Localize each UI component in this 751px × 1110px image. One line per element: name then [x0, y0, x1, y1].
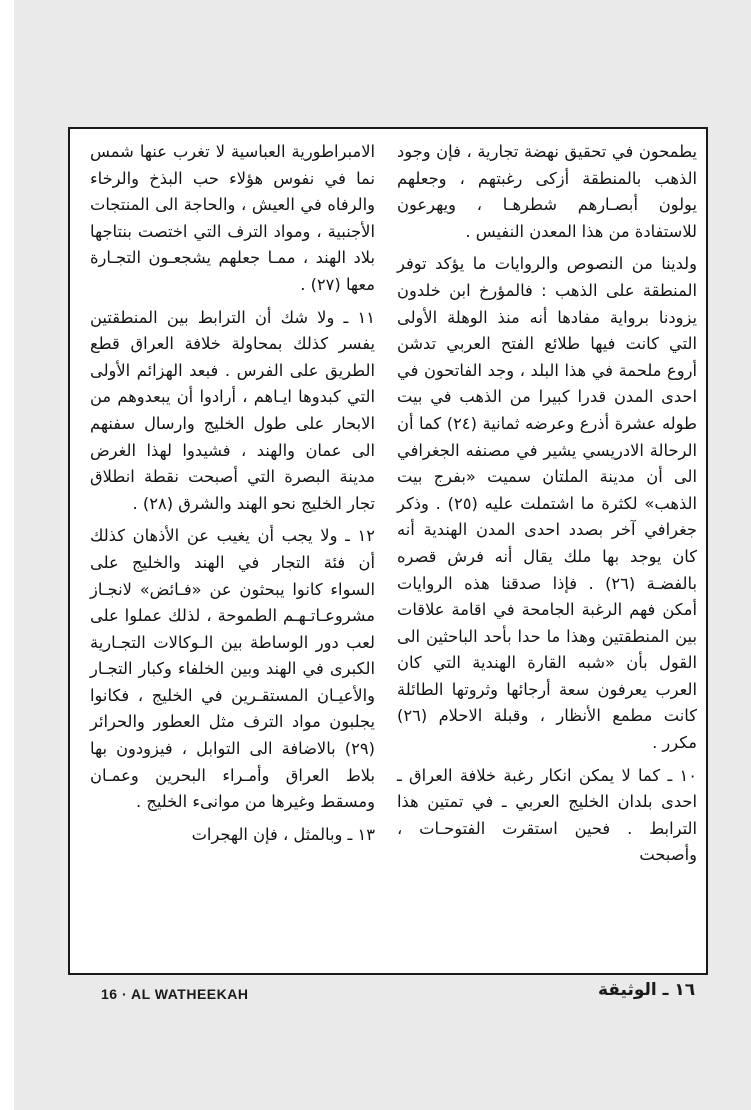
paragraph: الامبراطورية العباسية لا تغرب عنها شمس نما في نفوس هؤلاء حب البذخ والرخاء والرفاه في العيش ، والحاجة الى المنتجات الأجنبية ، ومواد الترف التي اختصت بنتاجها بلاد الهند ، ممـا جعلهم يشجعـون التجـارة معها (٢٧) . [90, 142, 375, 294]
scan-margin [0, 0, 14, 1110]
text-frame [68, 127, 708, 975]
paragraph: يطمحون في تحقيق نهضة تجارية ، فإن وجود الذهب بالمنطقة أزكى رغبتهم ، وجعلهم يولون أبصـارهم شطرهـا ، ويهرعون للاستفادة من هذا المعدن النفيس . [397, 142, 697, 241]
paragraph: ١٢ ـ ولا يجب أن يغيب عن الأذهان كذلك أن فئة التجار في الهند والخليج على السواء كانوا يبحثون عن «فـائض» لانجـاز مشروعـاتـهـم الطموحة ، لذلك عملوا على لعب دور الوساطة بين الـوكالات التجـارية الكبرى في الهند وبين الخلفاء وكبار التجـار والأعيـان المستقـرين في الخليج ، فكانوا يجلبون مواد الترف مثل العطور والحرائر (٢٩) بالاضافة الى التوابل ، فيزودون بها بلاط العراق وأمـراء البحرين وعمـان ومسقط وغيرها من موانىء الخليج . [90, 526, 375, 812]
paragraph: ١٣ ـ وبالمثل ، فإن الهجرات [191, 824, 375, 844]
left-column [90, 139, 375, 854]
footer-page-label-arabic: ١٦ ـ الوثيقة [598, 980, 696, 1000]
paragraph: ١١ ـ ولا شك أن الترابط بين المنطقتين يفسر كذلك بمحاولة خلافة العراق قطع الطريق على الفرس . فبعد الهزائم الأولى التي كبدوها ايـاهم ، أرادوا أن يبعدوهم من الابحار على طول الخليج وارسال سفنهم الى عمان والهند ، فشيدوا لهذا الغرض مدينة البصرة التي أصبحت نقطة انطلاق تجار الخليج نحو الهند والشرق (٢٨) . [90, 307, 375, 513]
footer-page-label: 16 · AL WATHEEKAH [101, 986, 249, 1002]
paragraph: ولدينا من النصوص والروايات ما يؤكد توفر المنطقة على الذهب : فالمؤرخ ابن خلدون يزودنا برواية مفادها أنه منذ الوهلة الأولى التي كانت فيها طلائع الفتح العربي تدشن أروع ملحمة في هذا البلد ، وجد الفاتحون في احدى المدن قدرا كبيرا من الذهب في بيت طوله عشرة أذرع وعرضه ثمانية (٢٤) كما أن الرحالة الادريسي يشير في مصنفه الجغرافي الى أن مدينة الملتان سميت «بفرج بيت الذهب» لكثرة ما اشتملت عليه (٢٥) . وذكر جغرافي آخر بصدد احدى المدن الهندية أنه كان يوجد بها ملك يقال أنه فرش قصره بالفضـة (٢٦) . فإذا صدقنا هذه الروايات أمكن فهم الرغبة الجامحة في اقامة علاقات بين المنطقتين وهذا ما حدا بأحد الباحثين الى القول بأن «شبه القارة الهندية التي كان العرب يعرفون سعة أرجائها وثروتها الطائلة كانت مطمع الأنظار ، وقبلة الاحلام (٢٦) مكرر . [397, 254, 697, 753]
paragraph: ١٠ ـ كما لا يمكن انكار رغبة خلافة العراق ـ احدى بلدان الخليج العربي ـ في تمتين هذا الترابط . فحين استقرت الفتوحـات ، وأصبحت [397, 765, 697, 865]
right-column [397, 139, 697, 875]
